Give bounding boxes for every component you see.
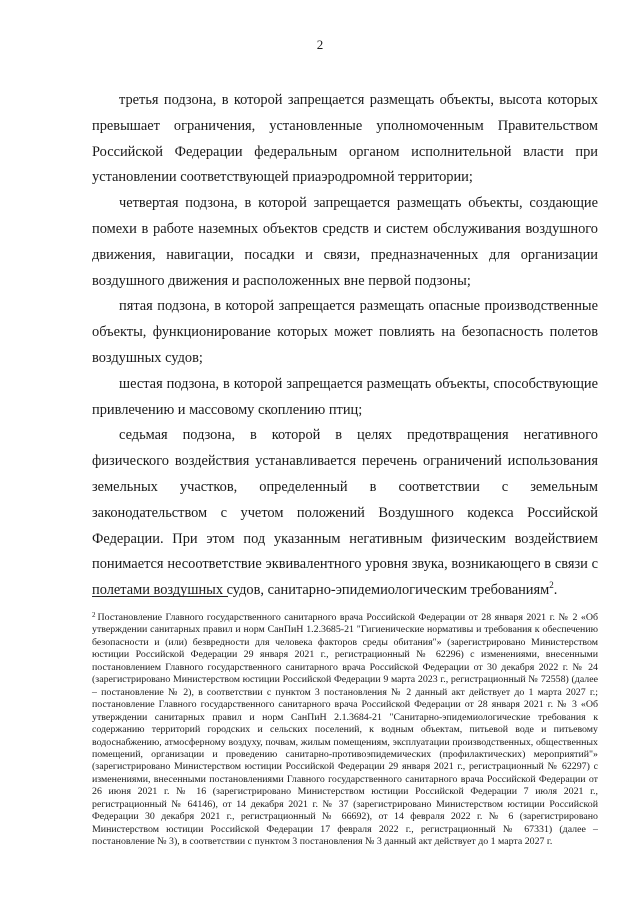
paragraph-fourth-subzone: четвертая подзона, в которой запрещается размещать объекты, создающие помехи в работе наземных объектов средств и систем обслуживания воздушного движения, навигации, посадки и связи, предназначенных для организации воздушного движения и расположенных вне первой подзоны; bbox=[92, 195, 598, 289]
footnote-reference[interactable]: 2 bbox=[549, 580, 554, 591]
paragraph-third-subzone: третья подзона, в которой запрещается размещать объекты, высота которых превышает ограничения, установленные уполномоченным Правительством Российской Федерации федеральным органом исполнительной власти при установлении соответствующей приаэродромной территории; bbox=[92, 92, 598, 186]
footnote-text: Постановление Главного государственного санитарного врача Российской Федерации от 28 января 2021 г. № 2 «Об утверждении санитарных правил и норм СанПиН 1.2.3685-21 "Гигиенические нормативы и требования к обеспечению безопасности и (или) безвредности для человека факторов среды обитания"» (зарегистрировано Министерством юстиции Российской Федерации 29 января 2021 г., регистрационный № 62296) с изменениями, внесенными постановлением Главного государственного санитарного врача Российской Федерации от 30 декабря 2022 г. № 24 (зарегистрировано Министерством юстиции Российской Федерации 9 марта 2023 г., регистрационный № 72558) (далее – постановление № 2), в соответствии с пунктом 3 постановления № 2 данный акт действует до 1 марта 2027 г.; постановление Главного государственного санитарного врача Российской Федерации от 28 января 2021 г. № 3 «Об утверждении санитарных правил и норм СанПиН 2.1.3684-21 "Санитарно-эпидемиологические требования к содержанию территорий городских и сельских поселений, к водным объектам, питьевой воде и питьевому водоснабжению, атмосферному воздуху, почвам, жилым помещениям, эксплуатации производственных, общественных помещений, организации и проведению санитарно-противоэпидемических (профилактических) мероприятий"» (зарегистрировано Министерством юстиции Российской Федерации 29 января 2021 г., регистрационный № 62297) с изменениями, внесенными постановлениями Главного государственного санитарного врача Российской Федерации от 26 июня 2021 г. № 16 (зарегистрировано Министерством юстиции Российской Федерации 7 июля 2021 г., регистрационный № 64146), от 14 декабря 2021 г. № 37 (зарегистрировано Министерством юстиции Российской Федерации 30 декабря 2021 г., регистрационный № 66692), от 14 февраля 2022 г. № 6 (зарегистрировано Министерством юстиции Российской Федерации 17 февраля 2022 г., регистрационный № 67331) (далее – постановление № 3), в соответствии с пунктом 3 постановления № 3 данный акт действует до 1 марта 2027 г. bbox=[92, 612, 598, 848]
paragraph-seventh-subzone: седьмая подзона, в которой в целях предотвращения негативного физического воздействия устанавливается перечень ограничений использования земельных участков, определенный в соответствии с земельным законодательством с учетом положений Воздушного кодекса Российской Федерации. При этом под указанным негативным физическим воздействием понимается несоответствие эквивалентного уровня звука, возникающего в связи с полетами воздушных судов, санитарно-эпидемиологическим требованиям$^2$. bbox=[92, 427, 598, 599]
footnote-marker: 2 bbox=[92, 611, 96, 619]
page-number: 2 bbox=[316, 37, 324, 52]
footnote bbox=[92, 609, 598, 849]
body-text bbox=[92, 88, 598, 604]
paragraph-seventh-subzone-text: седьмая подзона, в которой в целях предотвращения негативного физического воздействия устанавливается перечень ограничений использования земельных участков, определенный в соответствии с земельным законодательством с учетом положений Воздушного кодекса Российской Федерации. При этом под указанным негативным физическим воздействием понимается несоответствие эквивалентного уровня звука, возникающего в связи с полетами воздушных судов, санитарно-эпидемиологическим требованиям bbox=[92, 427, 598, 599]
paragraph-fifth-subzone: пятая подзона, в которой запрещается размещать опасные производственные объекты, функционирование которых может повлиять на безопасность полетов воздушных судов; bbox=[92, 298, 598, 366]
footnote-separator bbox=[92, 596, 228, 597]
paragraph-sixth-subzone: шестая подзона, в которой запрещается размещать объекты, способствующие привлечению и массовому скоплению птиц; bbox=[92, 375, 598, 418]
